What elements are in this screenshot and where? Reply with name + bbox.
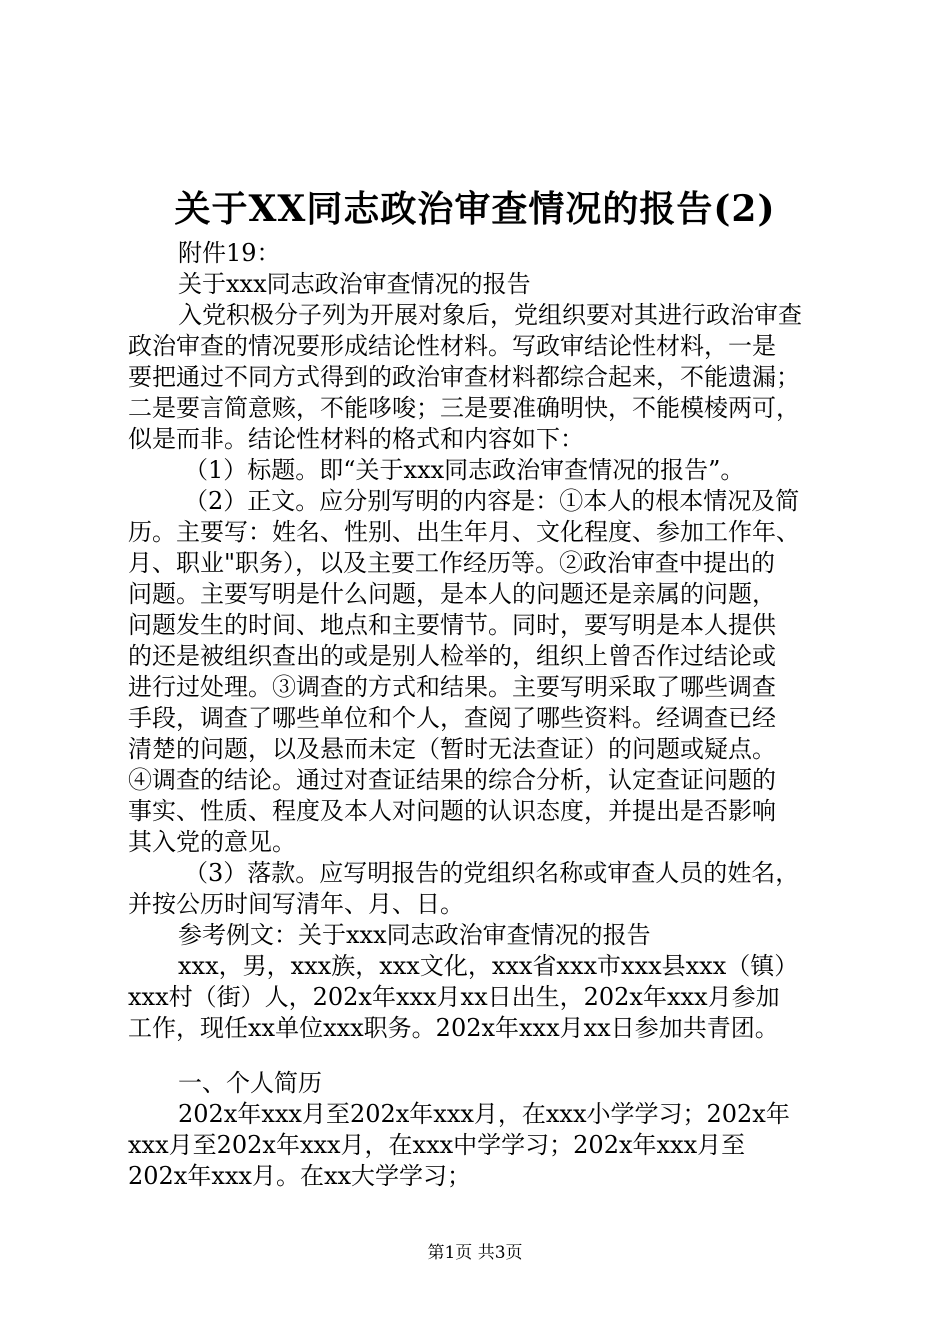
page-footer: 第1页 共3页 (427, 1243, 523, 1263)
blank-spacer (128, 1044, 838, 1068)
paragraph-line: 月、职业"职务），以及主要工作经历等。②政治审查中提出的 (128, 549, 776, 577)
paragraph-line: 202x年xxx月。在xx大学学习； (128, 1162, 472, 1190)
paragraph-line: 问题。主要写明是什么问题，是本人的问题还是亲属的问题， (128, 580, 776, 608)
paragraph-line: （2）正文。应分别写明的内容是：①本人的根本情况及简 (184, 487, 800, 515)
paragraph-line: 清楚的问题，以及悬而未定（暂时无法查证）的问题或疑点。 (128, 735, 776, 763)
section-heading: 一、个人简历 (178, 1069, 322, 1097)
document-body (128, 238, 838, 1192)
paragraph-line: xxx村（街）人，202x年xxx月xx日出生，202x年xxx月参加 (128, 983, 780, 1011)
attachment-label: 附件19： (178, 239, 281, 267)
paragraph-line: 政治审查的情况要形成结论性材料。写政审结论性材料，一是 (128, 332, 776, 360)
paragraph-line: 其入党的意见。 (128, 828, 296, 856)
paragraph-line: 要把通过不同方式得到的政治审查材料都综合起来，不能遗漏； (128, 363, 800, 391)
paragraph-line: 进行过处理。③调查的方式和结果。主要写明采取了哪些调查 (128, 673, 776, 701)
document-title: 关于XX同志政治审查情况的报告(2) (174, 188, 776, 230)
paragraph-line: 工作，现任xx单位xxx职务。202x年xxx月xx日参加共青团。 (128, 1014, 779, 1042)
paragraph-line: 问题发生的时间、地点和主要情节。同时，要写明是本人提供 (128, 611, 776, 639)
paragraph-line: 入党积极分子列为开展对象后，党组织要对其进行政治审查 (178, 301, 802, 329)
paragraph-line: ④调查的结论。通过对查证结果的综合分析，认定查证问题的 (128, 766, 776, 794)
paragraph-line: 事实、性质、程度及本人对问题的认识态度，并提出是否影响 (128, 797, 776, 825)
paragraph-line: 二是要言简意赅，不能哆唆；三是要准确明快，不能模棱两可， (128, 394, 800, 422)
paragraph-line: （1）标题。即“关于xxx同志政治审查情况的报告”。 (184, 456, 745, 484)
paragraph-line: 的还是被组织查出的或是别人检举的，组织上曾否作过结论或 (128, 642, 776, 670)
paragraph-line: （3）落款。应写明报告的党组织名称或审查人员的姓名， (184, 859, 800, 887)
paragraph-line: xxx月至202x年xxx月，在xxx中学学习；202x年xxx月至 (128, 1131, 746, 1159)
paragraph-line: 并按公历时间写清年、月、日。 (128, 890, 464, 918)
sample-heading: 参考例文：关于xxx同志政治审查情况的报告 (178, 921, 651, 949)
paragraph-line: 手段，调查了哪些单位和个人，查阅了哪些资料。经调查已经 (128, 704, 776, 732)
paragraph-line: 202x年xxx月至202x年xxx月，在xxx小学学习；202x年 (178, 1100, 790, 1128)
paragraph-line: 历。主要写：姓名、性别、出生年月、文化程度、参加工作年、 (128, 518, 800, 546)
paragraph-line: 似是而非。结论性材料的格式和内容如下： (128, 425, 584, 453)
report-subtitle: 关于xxx同志政治审查情况的报告 (178, 270, 531, 298)
paragraph-line: xxx，男，xxx族，xxx文化，xxx省xxx市xxx县xxx（镇） (178, 952, 799, 980)
